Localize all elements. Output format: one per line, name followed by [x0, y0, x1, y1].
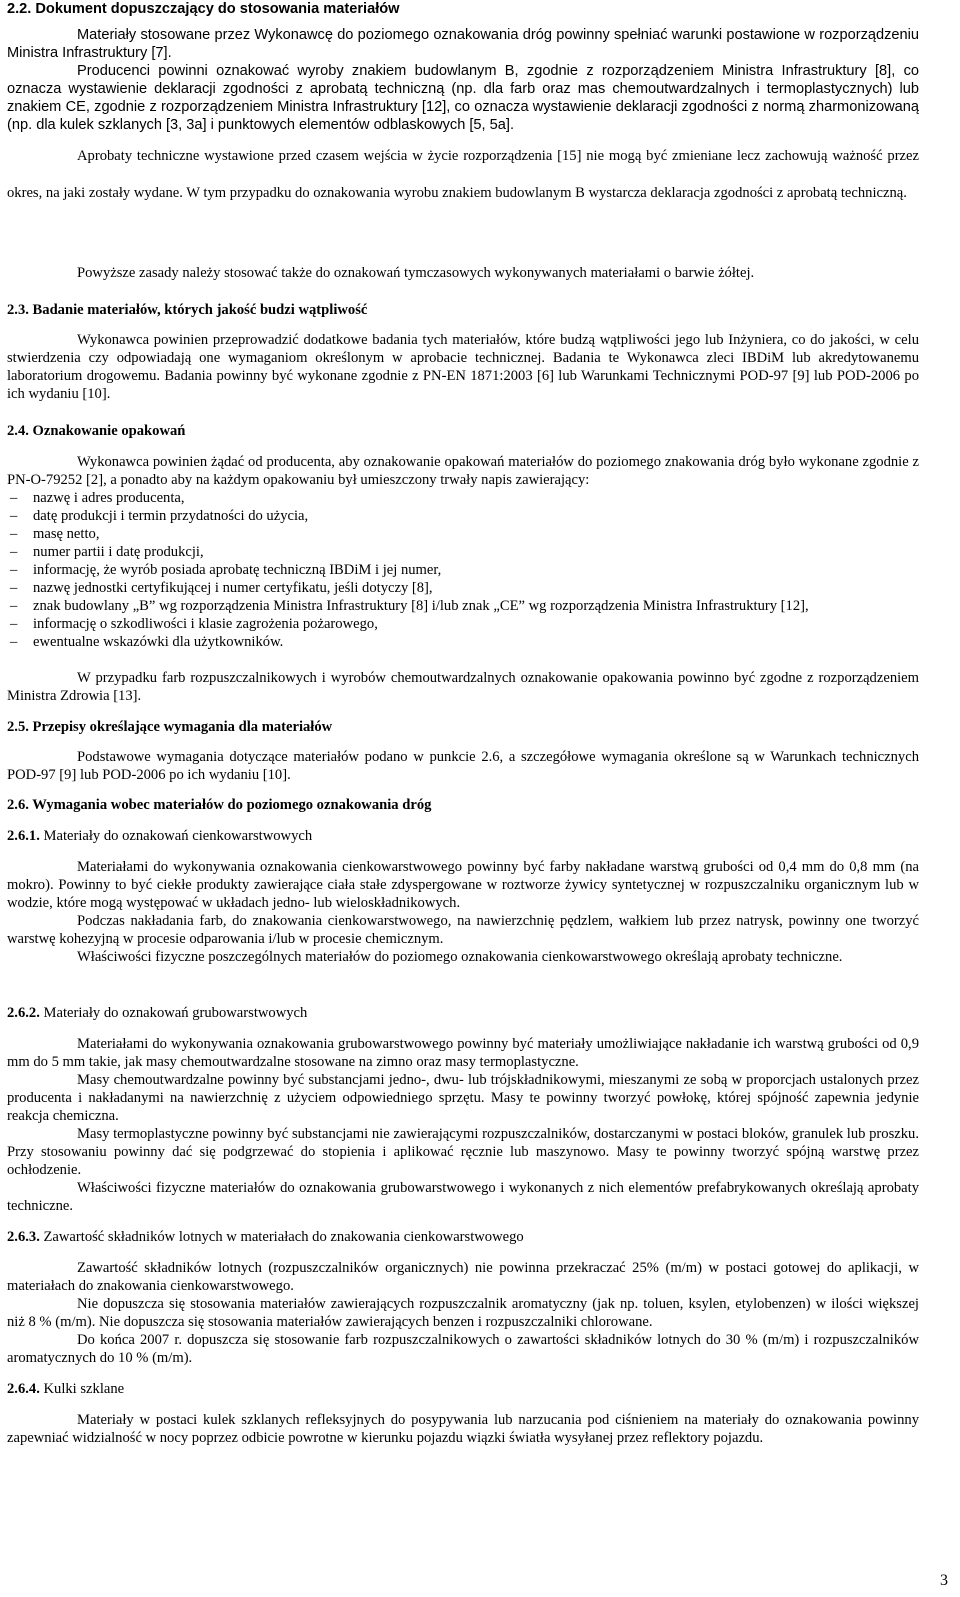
page-number: 3	[940, 1572, 948, 1589]
section-number: 2.6.2.	[7, 1005, 40, 1021]
section-2-6-4-heading	[7, 1380, 919, 1398]
list-item: – informację, że wyrób posiada aprobatę techniczną IBDiM i jej numer,	[7, 561, 919, 579]
section-2-6-1-paragraph-1: Materiałami do wykonywania oznakowania cienkowarstwowego powinny być farby nakładane warstwą grubości od 0,4 mm do 0,8 mm (na mokro). Powinny to być ciekłe produkty zawierające ciała stałe zdyspergowane w roztworze żywicy syntetycznej w rozpuszczalniku organicznym lub w wodzie, które mogą występować w układach jedno- lub wieloskładnikowych.	[7, 859, 919, 911]
section-2-5-paragraph-1: Podstawowe wymagania dotyczące materiałów podano w punkcie 2.6, a szczegółowe wymagania określone są w Warunkach technicznych POD-97 [9] lub POD-2006 po ich wydaniu [10].	[7, 749, 919, 783]
section-number: 2.6.3.	[7, 1229, 40, 1245]
section-2-6-2-heading	[7, 1004, 919, 1022]
section-number: 2.6.4.	[7, 1381, 40, 1397]
section-2-6-1-heading	[7, 827, 919, 845]
section-2-3-heading: 2.3. Badanie materiałów, których jakość budzi wątpliwość	[7, 302, 368, 318]
section-2-6-2-paragraph-3: Masy termoplastyczne powinny być substancjami nie zawierającymi rozpuszczalników, dostarczanymi w postaci bloków, granulek lub proszku. Przy stosowaniu powinny dać się podgrzewać do stopienia i aplikować ręcznie lub maszynowo. Masy te powinny tworzyć spójną warstwę przez ochłodzenie.	[7, 1126, 919, 1178]
section-2-3-paragraph-1: Wykonawca powinien przeprowadzić dodatkowe badania tych materiałów, które budzą wątpliwości jego lub Inżyniera, co do jakości, w celu stwierdzenia czy odpowiadają one wymaganiom określonym w aprobacie technicznej. Badania te Wykonawca zleci IBDiM lub akredytowanemu laboratorium drogowemu. Badania powinny być wykonane zgodnie z PN-EN 1871:2003 [6] lub Warunkami Technicznymi POD-97 [9] lub POD-2006 po ich wydaniu [10].	[7, 332, 919, 402]
section-2-2-paragraph-2: Producenci powinni oznakować wyroby znakiem budowlanym B, zgodnie z rozporządzeniem Ministra Infrastruktury [8], co oznacza wystawienie deklaracji zgodności z aprobatą techniczną (np. dla farb oraz mas chemoutwardzalnych i termoplastycznych) lub znakiem CE, zgodnie z rozporządzeniem Ministra Infrastruktury [12], co oznacza wystawienie deklaracji zgodności z normą zharmonizowaną (np. dla kulek szklanych [3, 3a] i punktowych elementów odblaskowych [5, 5a].	[7, 63, 919, 133]
section-2-6-2-paragraph-4: Właściwości fizyczne materiałów do oznakowania grubowarstwowego i wykonanych z nich elementów prefabrykowanych określają aprobaty techniczne.	[7, 1180, 919, 1214]
section-title: Kulki szklane	[39, 1381, 125, 1397]
section-2-2-paragraph-1: Materiały stosowane przez Wykonawcę do poziomego oznakowania dróg powinny spełniać warunki postawione w rozporządzeniu Ministra Infrastruktury [7].	[7, 27, 919, 61]
section-title: Materiały do oznakowań cienkowarstwowych	[39, 828, 313, 844]
section-2-6-1-paragraph-3: Właściwości fizyczne poszczególnych materiałów do poziomego oznakowania cienkowarstwowego określają aprobaty techniczne.	[77, 949, 843, 965]
list-item: – masę netto,	[7, 525, 919, 543]
section-2-2-paragraph-4: Powyższe zasady należy stosować także do oznakowań tymczasowych wykonywanych materiałami o barwie żółtej.	[77, 265, 755, 281]
label-contents-list	[7, 489, 919, 651]
section-2-6-2-paragraph-1: Materiałami do wykonywania oznakowania grubowarstwowego powinny być materiały umożliwiające nakładanie ich warstwą grubości od 0,9 mm do 5 mm takie, jak masy chemoutwardzalne stosowane na zimno oraz masy termoplastyczne.	[7, 1036, 919, 1070]
section-number: 2.6.1.	[7, 828, 40, 844]
section-2-6-heading: 2.6. Wymagania wobec materiałów do poziomego oznakowania dróg	[7, 797, 432, 813]
section-2-5-heading: 2.5. Przepisy określające wymagania dla materiałów	[7, 719, 333, 735]
section-2-6-2-paragraph-2: Masy chemoutwardzalne powinny być substancjami jedno-, dwu- lub trójskładnikowymi, mieszanymi ze sobą w proporcjach ustalonych przez producenta i nakładanymi na nawierzchnię z użyciem odpowiedniego sprzętu. Masy te powinny tworzyć powłokę, której spójność zapewnia jedynie reakcja chemiczna.	[7, 1072, 919, 1124]
list-item: – numer partii i datę produkcji,	[7, 543, 919, 561]
section-2-4-heading: 2.4. Oznakowanie opakowań	[7, 423, 186, 439]
section-2-2-paragraph-3: Aprobaty techniczne wystawione przed czasem wejścia w życie rozporządzenia [15] nie mogą być zmieniane lecz zachowują ważność przez okres, na jaki zostały wydane. W tym przypadku do oznakowania wyrobu znakiem budowlanym B wystarcza deklaracja zgodności z aprobatą techniczną.	[7, 148, 919, 201]
section-2-6-1-paragraph-2: Podczas nakładania farb, do znakowania cienkowarstwowego, na nawierzchnię pędzlem, wałkiem lub przez natrysk, powinny one tworzyć warstwę kohezyjną w procesie odparowania i/lub w procesie chemicznym.	[7, 913, 919, 947]
list-item: – nazwę jednostki certyfikującej i numer certyfikatu, jeśli dotyczy [8],	[7, 579, 919, 597]
section-2-6-3-paragraph-3: Do końca 2007 r. dopuszcza się stosowanie farb rozpuszczalnikowych o zawartości składników lotnych do 30 % (m/m) i rozpuszczalników aromatycznych do 10 % (m/m).	[7, 1332, 919, 1366]
section-2-6-3-heading	[7, 1228, 919, 1246]
section-2-6-3-paragraph-2: Nie dopuszcza się stosowania materiałów zawierających rozpuszczalnik aromatyczny (jak np. toluen, ksylen, etylobenzen) w ilości większej niż 8 % (m/m). Nie dopuszcza się stosowania materiałów zawierających benzen i rozpuszczalniki chlorowane.	[7, 1296, 919, 1330]
section-2-6-4-paragraph-1: Materiały w postaci kulek szklanych refleksyjnych do posypywania lub narzucania pod ciśnieniem na materiały do oznakowania powinny zapewniać widzialność w nocy poprzez odbicie powrotne w kierunku pojazdu wiązki światła wysyłanej przez reflektory pojazdu.	[7, 1412, 919, 1446]
section-title: Materiały do oznakowań grubowarstwowych	[39, 1005, 308, 1021]
list-item: – znak budowlany „B” wg rozporządzenia Ministra Infrastruktury [8] i/lub znak „CE” wg rozporządzenia Ministra Infrastruktury [12],	[7, 597, 919, 615]
section-2-4-paragraph-1: Wykonawca powinien żądać od producenta, aby oznakowanie opakowań materiałów do poziomego znakowania dróg było wykonane zgodnie z PN-O-79252 [2], a ponadto aby na każdym opakowaniu był umieszczony trwały napis zawierający:	[7, 454, 919, 488]
section-2-2-heading: 2.2. Dokument dopuszczający do stosowania materiałów	[7, 1, 400, 17]
section-2-4-paragraph-2: W przypadku farb rozpuszczalnikowych i wyrobów chemoutwardzalnych oznakowanie opakowania powinno być zgodne z rozporządzeniem Ministra Zdrowia [13].	[7, 670, 919, 704]
section-2-6-3-paragraph-1: Zawartość składników lotnych (rozpuszczalników organicznych) nie powinna przekraczać 25% (m/m) w postaci gotowej do aplikacji, w materiałach do znakowania cienkowarstwowego.	[7, 1260, 919, 1294]
section-title: Zawartość składników lotnych w materiałach do znakowania cienkowarstwowego	[39, 1229, 524, 1245]
list-item: – nazwę i adres producenta,	[7, 489, 919, 507]
list-item: – ewentualne wskazówki dla użytkowników.	[7, 633, 919, 651]
list-item: – datę produkcji i termin przydatności do użycia,	[7, 507, 919, 525]
list-item: – informację o szkodliwości i klasie zagrożenia pożarowego,	[7, 615, 919, 633]
